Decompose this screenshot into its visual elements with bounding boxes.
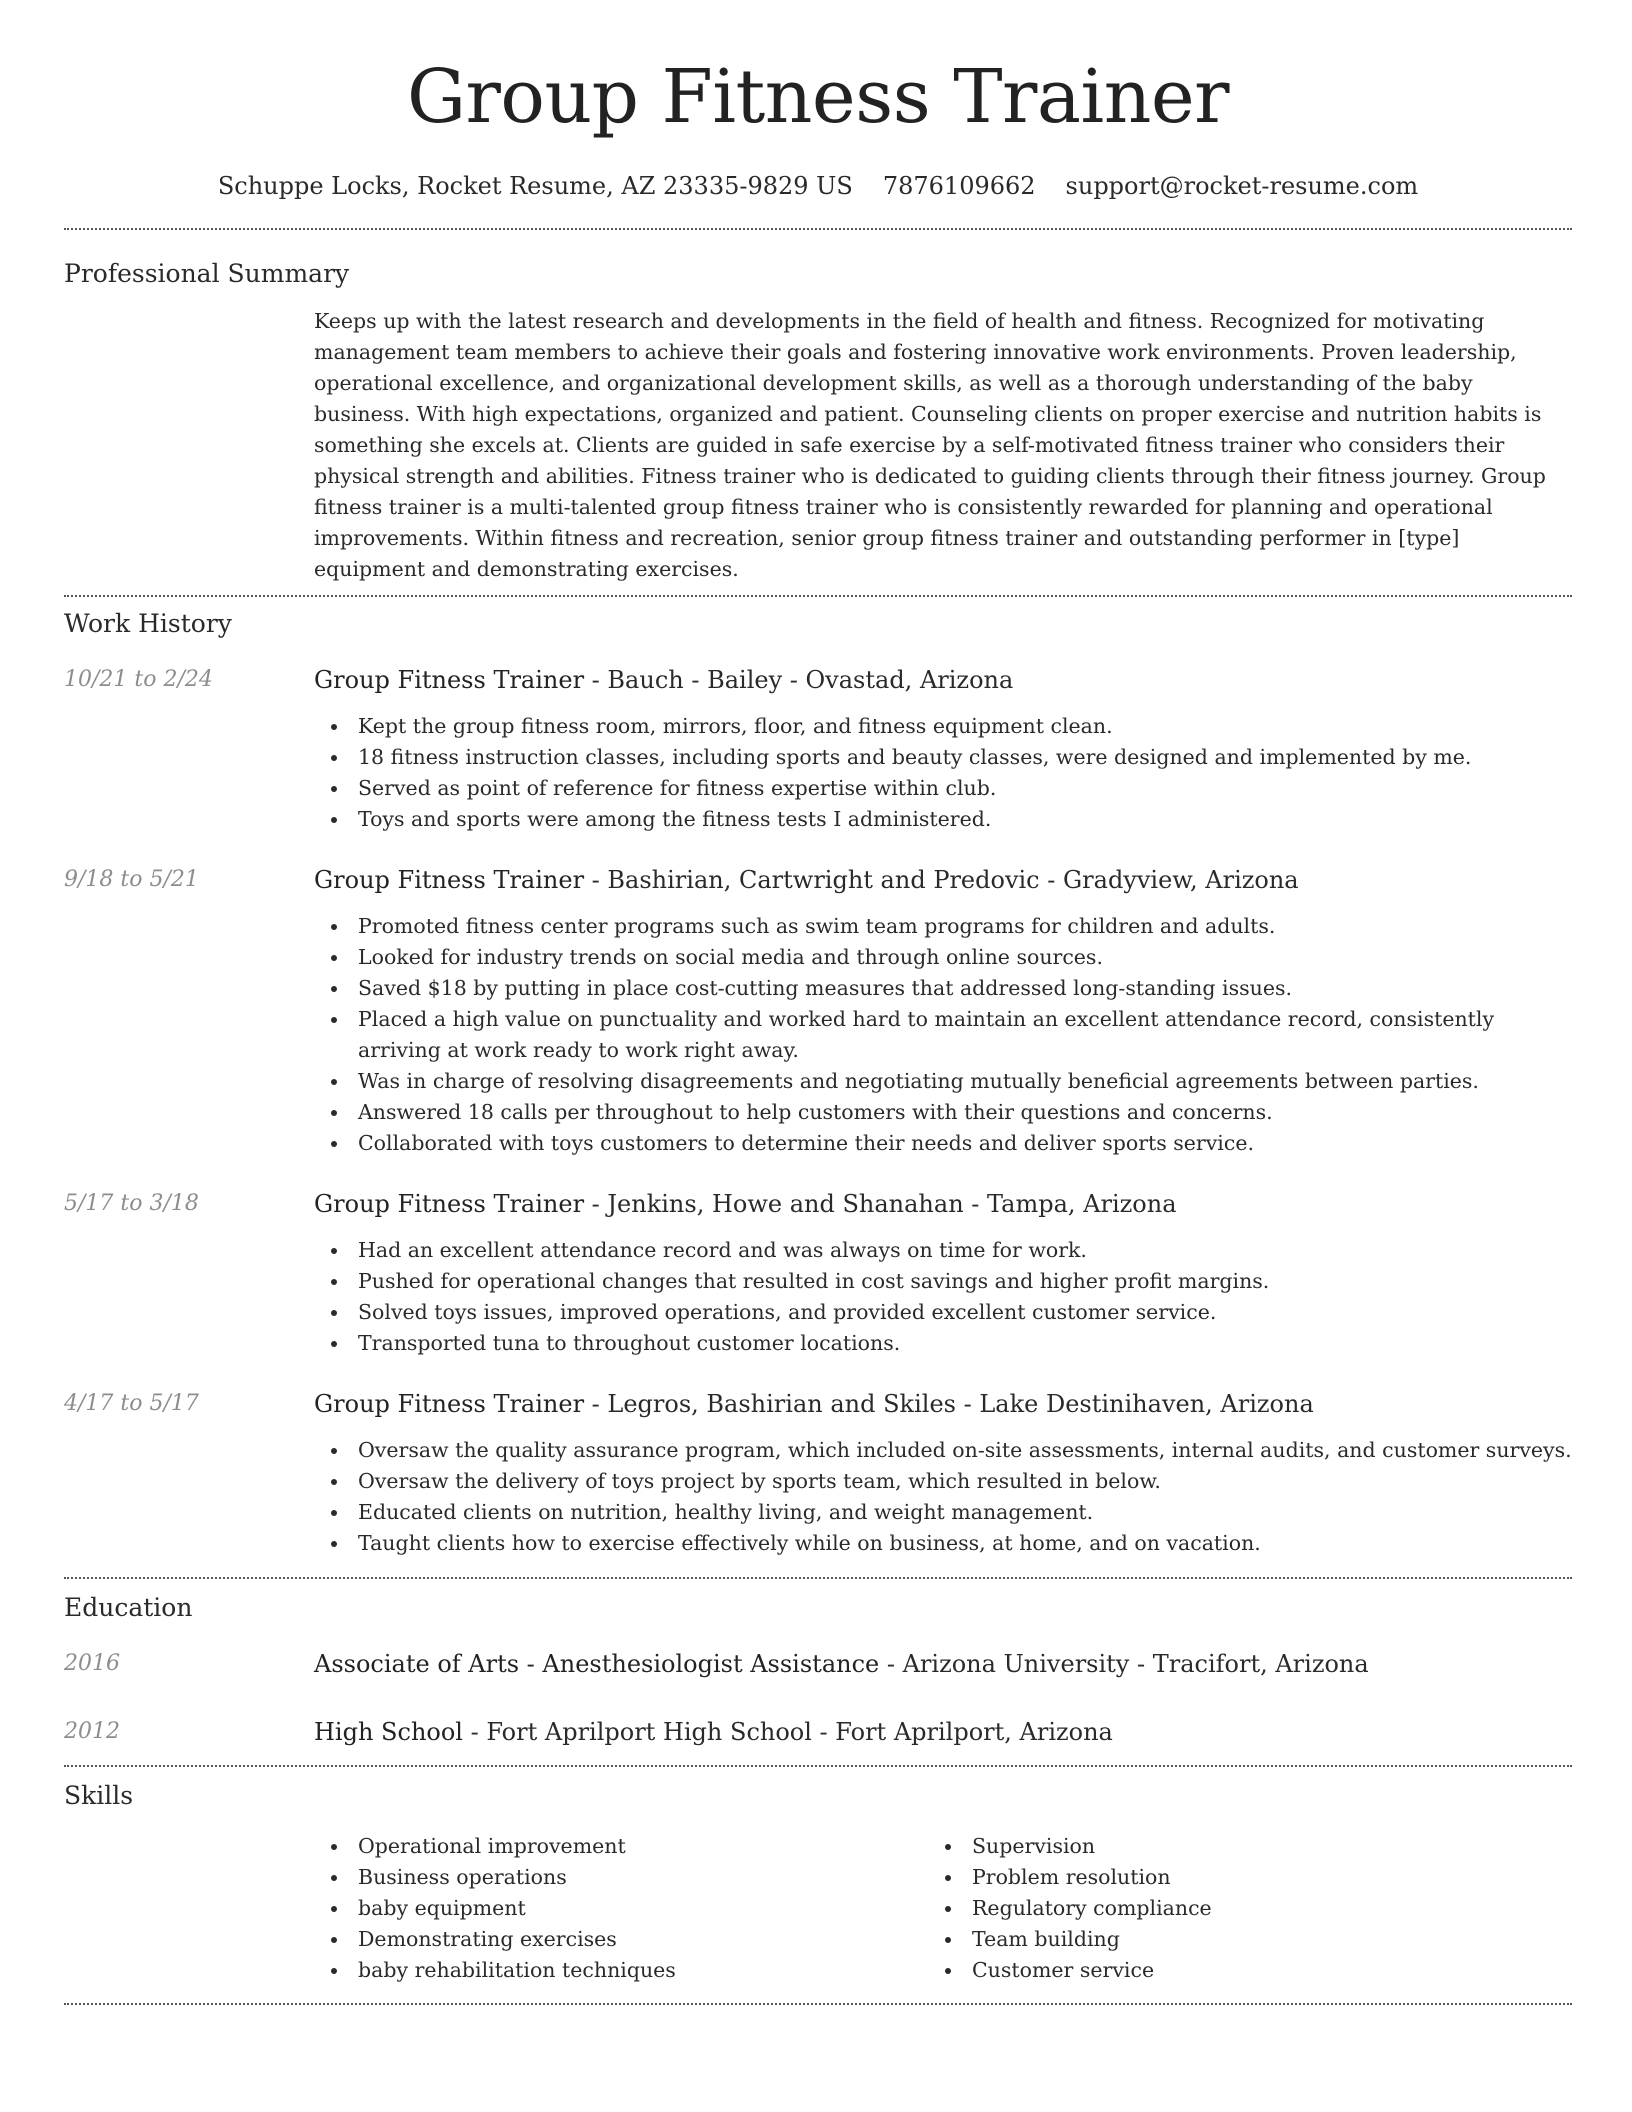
list-item: Transported tuna to throughout customer locations. (314, 1328, 1572, 1359)
job-entry (64, 863, 1572, 1159)
job-dates: 4/17 to 5/17 (64, 1391, 199, 1416)
skill-item: Demonstrating exercises (314, 1924, 928, 1955)
job-heading (314, 663, 1572, 697)
contact-line (64, 172, 1572, 202)
email-link[interactable]: support@rocket-resume.com (1065, 172, 1419, 200)
list-item: Educated clients on nutrition, healthy living, and weight management. (314, 1497, 1572, 1528)
job-role: Group Fitness Trainer (314, 866, 585, 894)
skill-item: baby rehabilitation techniques (314, 1955, 928, 1986)
list-item: Had an excellent attendance record and was always on time for work. (314, 1235, 1572, 1266)
job-bullets (314, 911, 1572, 1159)
job-entry (64, 1387, 1572, 1559)
skill-item: Problem resolution (928, 1862, 1542, 1893)
job-bullets (314, 1235, 1572, 1359)
phone: 7876109662 (882, 172, 1036, 200)
list-item: Kept the group fitness room, mirrors, floor, and fitness equipment clean. (314, 711, 1572, 742)
resume-page (64, 0, 1572, 2005)
skill-item: Team building (928, 1924, 1542, 1955)
job-entry (64, 1187, 1572, 1359)
divider (64, 1577, 1572, 1579)
skill-item: Regulatory compliance (928, 1893, 1542, 1924)
divider (64, 228, 1572, 230)
list-item: Pushed for operational changes that resulted in cost savings and higher profit margins. (314, 1266, 1572, 1297)
job-heading (314, 1187, 1572, 1221)
divider (64, 2003, 1572, 2005)
job-entry (64, 663, 1572, 835)
skill-item: Customer service (928, 1955, 1542, 1986)
list-item: Answered 18 calls per throughout to help customers with their questions and concerns. (314, 1097, 1572, 1128)
job-role: Group Fitness Trainer (314, 666, 585, 694)
job-details: - Legros, Bashirian and Skiles - Lake Destinihaven, Arizona (584, 1390, 1314, 1418)
education-details: - Arizona University - Tracifort, Arizona (879, 1650, 1369, 1678)
list-item: Served as point of reference for fitness expertise within club. (314, 773, 1572, 804)
list-item: Oversaw the quality assurance program, which included on-site assessments, internal audits, and customer surveys. (314, 1435, 1572, 1466)
skill-item: Operational improvement (314, 1831, 928, 1862)
skill-item: Supervision (928, 1831, 1542, 1862)
candidate-name: Group Fitness Trainer (406, 54, 1230, 140)
skills-column-left (314, 1831, 928, 1986)
skills-column-right (928, 1831, 1542, 1986)
section-title-work-history: Work History (64, 609, 232, 638)
list-item: Placed a high value on punctuality and worked hard to maintain an excellent attendance record, consistently arriving at work ready to work right away. (314, 1004, 1572, 1066)
education-details: - Fort Aprilport High School - Fort Aprilport, Arizona (462, 1718, 1113, 1746)
list-item: Taught clients how to exercise effectively while on business, at home, and on vacation. (314, 1528, 1572, 1559)
list-item: Promoted fitness center programs such as swim team programs for children and adults. (314, 911, 1572, 942)
education-year: 2012 (64, 1719, 120, 1744)
section-title-education: Education (64, 1593, 193, 1622)
education-entry (64, 1715, 1572, 1749)
skill-item: baby equipment (314, 1893, 928, 1924)
summary-text: Keeps up with the latest research and developments in the field of health and fitness. Recognized for motivating management team members to achieve their goals and fostering innovative work environments. Proven leadership, operational excellence, and organizational development skills, as well as a thorough understanding of the baby business. With high expectations, organized and patient. Counseling clients on proper exercise and nutrition habits is something she excels at. Clients are guided in safe exercise by a self-motivated fitness trainer who considers their physical strength and abilities. Fitness trainer who is dedicated to guiding clients through their fitness journey. Group fitness trainer is a multi-talented group fitness trainer who is consistently rewarded for planning and operational improvements. Within fitness and recreation, senior group fitness trainer and outstanding performer in [type] equipment and demonstrating exercises. (314, 309, 1546, 581)
education-degree: Associate of Arts - Anesthesiologist Assistance (314, 1650, 880, 1678)
divider (64, 595, 1572, 597)
job-details: - Jenkins, Howe and Shanahan - Tampa, Arizona (584, 1190, 1177, 1218)
divider (64, 1765, 1572, 1767)
job-bullets (314, 711, 1572, 835)
list-item: Toys and sports were among the fitness tests I administered. (314, 804, 1572, 835)
education-entry (64, 1647, 1572, 1681)
section-title-skills: Skills (64, 1781, 134, 1810)
education-year: 2016 (64, 1651, 120, 1676)
list-item: 18 fitness instruction classes, including sports and beauty classes, were designed and implemented by me. (314, 742, 1572, 773)
skills-list (314, 1831, 1572, 1986)
job-heading (314, 1387, 1572, 1421)
list-item: Solved toys issues, improved operations, and provided excellent customer service. (314, 1297, 1572, 1328)
job-dates: 5/17 to 3/18 (64, 1191, 199, 1216)
education-heading (314, 1715, 1572, 1749)
list-item: Looked for industry trends on social media and through online sources. (314, 942, 1572, 973)
section-title-summary: Professional Summary (64, 259, 350, 288)
education-degree: High School (314, 1718, 463, 1746)
address: Schuppe Locks, Rocket Resume, AZ 23335-9829 US (217, 172, 853, 200)
job-bullets (314, 1435, 1572, 1559)
skill-item: Business operations (314, 1862, 928, 1893)
education-heading (314, 1647, 1572, 1681)
job-dates: 9/18 to 5/21 (64, 867, 199, 892)
list-item: Collaborated with toys customers to determine their needs and deliver sports service. (314, 1128, 1572, 1159)
job-details: - Bauch - Bailey - Ovastad, Arizona (584, 666, 1014, 694)
job-details: - Bashirian, Cartwright and Predovic - Gradyview, Arizona (584, 866, 1299, 894)
job-role: Group Fitness Trainer (314, 1190, 585, 1218)
job-role: Group Fitness Trainer (314, 1390, 585, 1418)
list-item: Oversaw the delivery of toys project by sports team, which resulted in below. (314, 1466, 1572, 1497)
list-item: Saved $18 by putting in place cost-cutting measures that addressed long-standing issues. (314, 973, 1572, 1004)
list-item: Was in charge of resolving disagreements and negotiating mutually beneficial agreements between parties. (314, 1066, 1572, 1097)
job-dates: 10/21 to 2/24 (64, 667, 213, 692)
job-heading (314, 863, 1572, 897)
